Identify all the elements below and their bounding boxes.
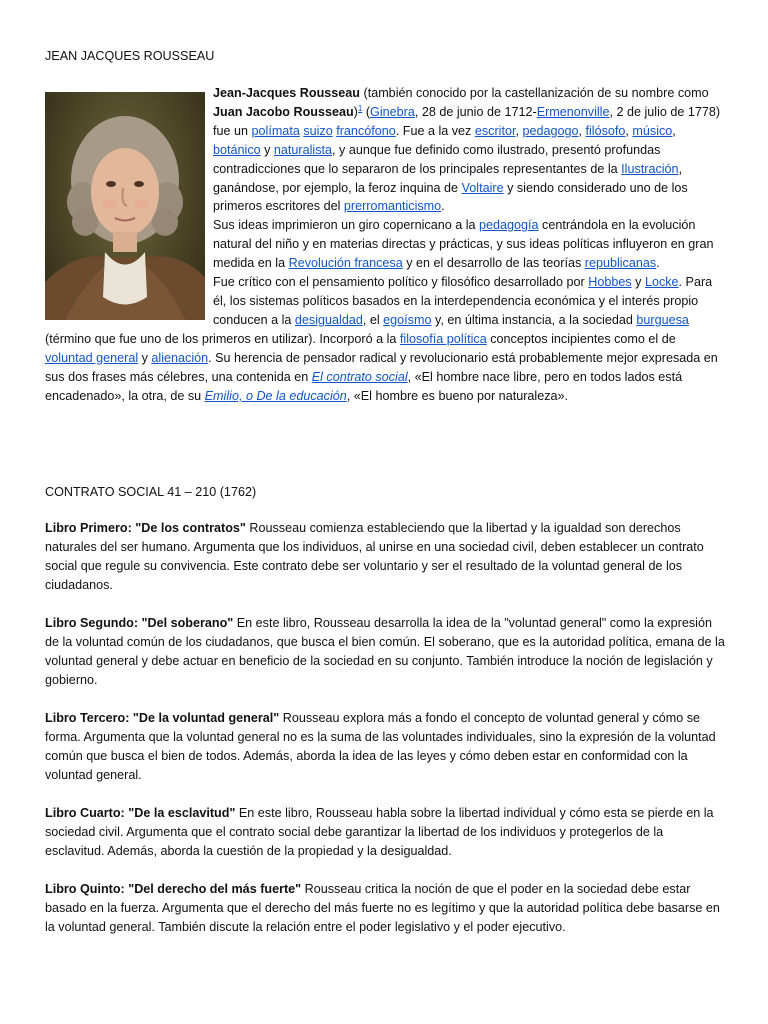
link-alienacion[interactable]: alienación xyxy=(151,350,209,365)
link-escritor[interactable]: escritor xyxy=(474,123,516,138)
link-prerromanticismo[interactable]: prerromanticismo xyxy=(343,199,442,214)
link-revolucion-francesa[interactable]: Revolución francesa xyxy=(288,256,403,271)
book-paragraph xyxy=(45,804,725,861)
link-ilustracion[interactable]: Ilustración xyxy=(621,161,679,176)
biography-paragraph: Jean-Jacques Rousseau (también conocido por la castellanización de su nombre como Juan Jacobo Rousseau)$^1$ (Ginebra, 28 de junio de 1712-Ermenonville, 2 de julio de 1778) fue un polímata suizo francófono. Fue a la vez escritor, pedagogo, filósofo, músico, botánico y naturalista, y aunque fue definido como ilustrado, presentó profundas contradicciones que lo separaron de los principales representantes de la Ilustración, ganándose, por ejemplo, la feroz inquina de Voltaire y siendo considerado uno de los primeros escritores del prerromanticismo. xyxy=(213,86,721,214)
link-egoismo[interactable]: egoísmo xyxy=(383,312,432,327)
link-filosofia-politica[interactable]: filosofía política xyxy=(399,331,487,346)
link-polimata[interactable]: polímata xyxy=(251,123,300,138)
link-ermenonville[interactable]: Ermenonville xyxy=(536,104,610,119)
link-desigualdad[interactable]: desigualdad xyxy=(294,312,363,327)
critique-paragraph: Fue crítico con el pensamiento político y filosófico desarrollado por Hobbes y Locke. Para él, los sistemas políticos basados en la interdependencia económica y el interés propio conducen a la desigualdad, el egoísmo y, en última instancia, a la sociedad burguesa (término que fue uno de los primeros en utilizar). Incorporó a la filosofía política conceptos incipientes como el de voluntad general y alienación. Su herencia de pensador radical y revolucionario está probablemente mejor expresada en sus dos frases más célebres, una contenida en El contrato social, «El hombre nace libre, pero en todos lados está encadenado», la otra, de su Emilio, o De la educación, «El hombre es bueno por naturaleza». xyxy=(45,275,718,403)
book-title: Libro Quinto: "Del derecho del más fuerte" xyxy=(45,882,302,896)
book-paragraph xyxy=(45,880,725,937)
book-title: Libro Primero: "De los contratos" xyxy=(45,521,246,535)
document-heading: JEAN JACQUES ROUSSEAU xyxy=(45,49,215,63)
book-title: Libro Cuarto: "De la esclavitud" xyxy=(45,806,236,820)
book-title: Libro Segundo: "Del soberano" xyxy=(45,616,234,630)
footnote-ref-link[interactable]: 1 xyxy=(357,103,363,113)
book-text: Rousseau explora más a fondo el concepto de voluntad general y cómo se forma. Argumenta que la voluntad general no es la suma de las voluntades individuales, sino la expresión de la voluntad común que busca el bien de todos. Además, aborda la idea de las leyes y cómo deben estar en conformidad con la voluntad general. xyxy=(45,711,716,782)
link-pedagogia[interactable]: pedagogía xyxy=(479,218,539,233)
link-naturalista[interactable]: naturalista xyxy=(273,142,333,157)
link-botanico[interactable]: botánico xyxy=(213,142,261,157)
link-francofono[interactable]: francófono xyxy=(336,123,396,138)
book-paragraph xyxy=(45,614,725,690)
ideas-paragraph: Sus ideas imprimieron un giro copernicano a la pedagogía centrándola en la evolución natural del niño y en materias directas y prácticas, y sus ideas políticas influyeron en gran medida en la Revolución francesa y en el desarrollo de las teorías republicanas. xyxy=(213,218,714,271)
link-ginebra[interactable]: Ginebra xyxy=(370,104,415,119)
book-paragraph xyxy=(45,519,725,595)
link-emilio[interactable]: Emilio, o De la educación xyxy=(204,388,347,403)
book-text: En este libro, Rousseau desarrolla la idea de la "voluntad general" como la expresión de la voluntad común de los ciudadanos, que busca el bien común. El soberano, que es la autoridad política, emana de la voluntad general y debe actuar en beneficio de la sociedad en su conjunto. También introduce la noción de legislación y gobierno. xyxy=(45,616,725,687)
book-title: Libro Tercero: "De la voluntad general" xyxy=(45,711,280,725)
link-el-contrato-social[interactable]: El contrato social xyxy=(311,369,408,384)
book-paragraph xyxy=(45,709,725,785)
link-suizo[interactable]: suizo xyxy=(303,123,333,138)
book-text: Rousseau critica la noción de que el poder en la sociedad debe estar basado en la fuerza. Argumenta que el derecho del más fuerte no es legítimo y que la autoridad política debe basarse en la voluntad general. También discute la relación entre el poder legislativo y el poder ejecutivo. xyxy=(45,882,720,934)
biography-section xyxy=(45,84,725,405)
link-musico[interactable]: músico xyxy=(632,123,673,138)
link-republicanas[interactable]: republicanas xyxy=(584,256,657,271)
link-hobbes[interactable]: Hobbes xyxy=(588,275,632,290)
link-voluntad-general[interactable]: voluntad general xyxy=(45,350,139,365)
link-pedagogo[interactable]: pedagogo xyxy=(522,123,579,138)
person-name: Jean-Jacques Rousseau xyxy=(213,86,360,100)
book-text: En este libro, Rousseau habla sobre la libertad individual y cómo esta se pierde en la sociedad civil. Argumenta que el contrato social debe garantizar la libertad de los individuos y protegerlos de la esclavitud. Además, aborda la cuestión de la propiedad y la desigualdad. xyxy=(45,806,714,858)
section-title: CONTRATO SOCIAL 41 – 210 (1762) xyxy=(45,485,257,499)
alternate-name: Juan Jacobo Rousseau xyxy=(213,104,354,119)
link-locke[interactable]: Locke xyxy=(644,275,679,290)
link-filosofo[interactable]: filósofo xyxy=(585,123,626,138)
book-text: Rousseau comienza estableciendo que la libertad y la igualdad son derechos naturales del ser humano. Argumenta que los individuos, al unirse en una sociedad civil, deben establecer un contrato social que regule su convivencia. Este contrato debe ser voluntario y ser el resultado de la voluntad general de los ciudadanos. xyxy=(45,521,704,592)
link-burguesa[interactable]: burguesa xyxy=(636,312,689,327)
link-voltaire[interactable]: Voltaire xyxy=(461,180,504,195)
